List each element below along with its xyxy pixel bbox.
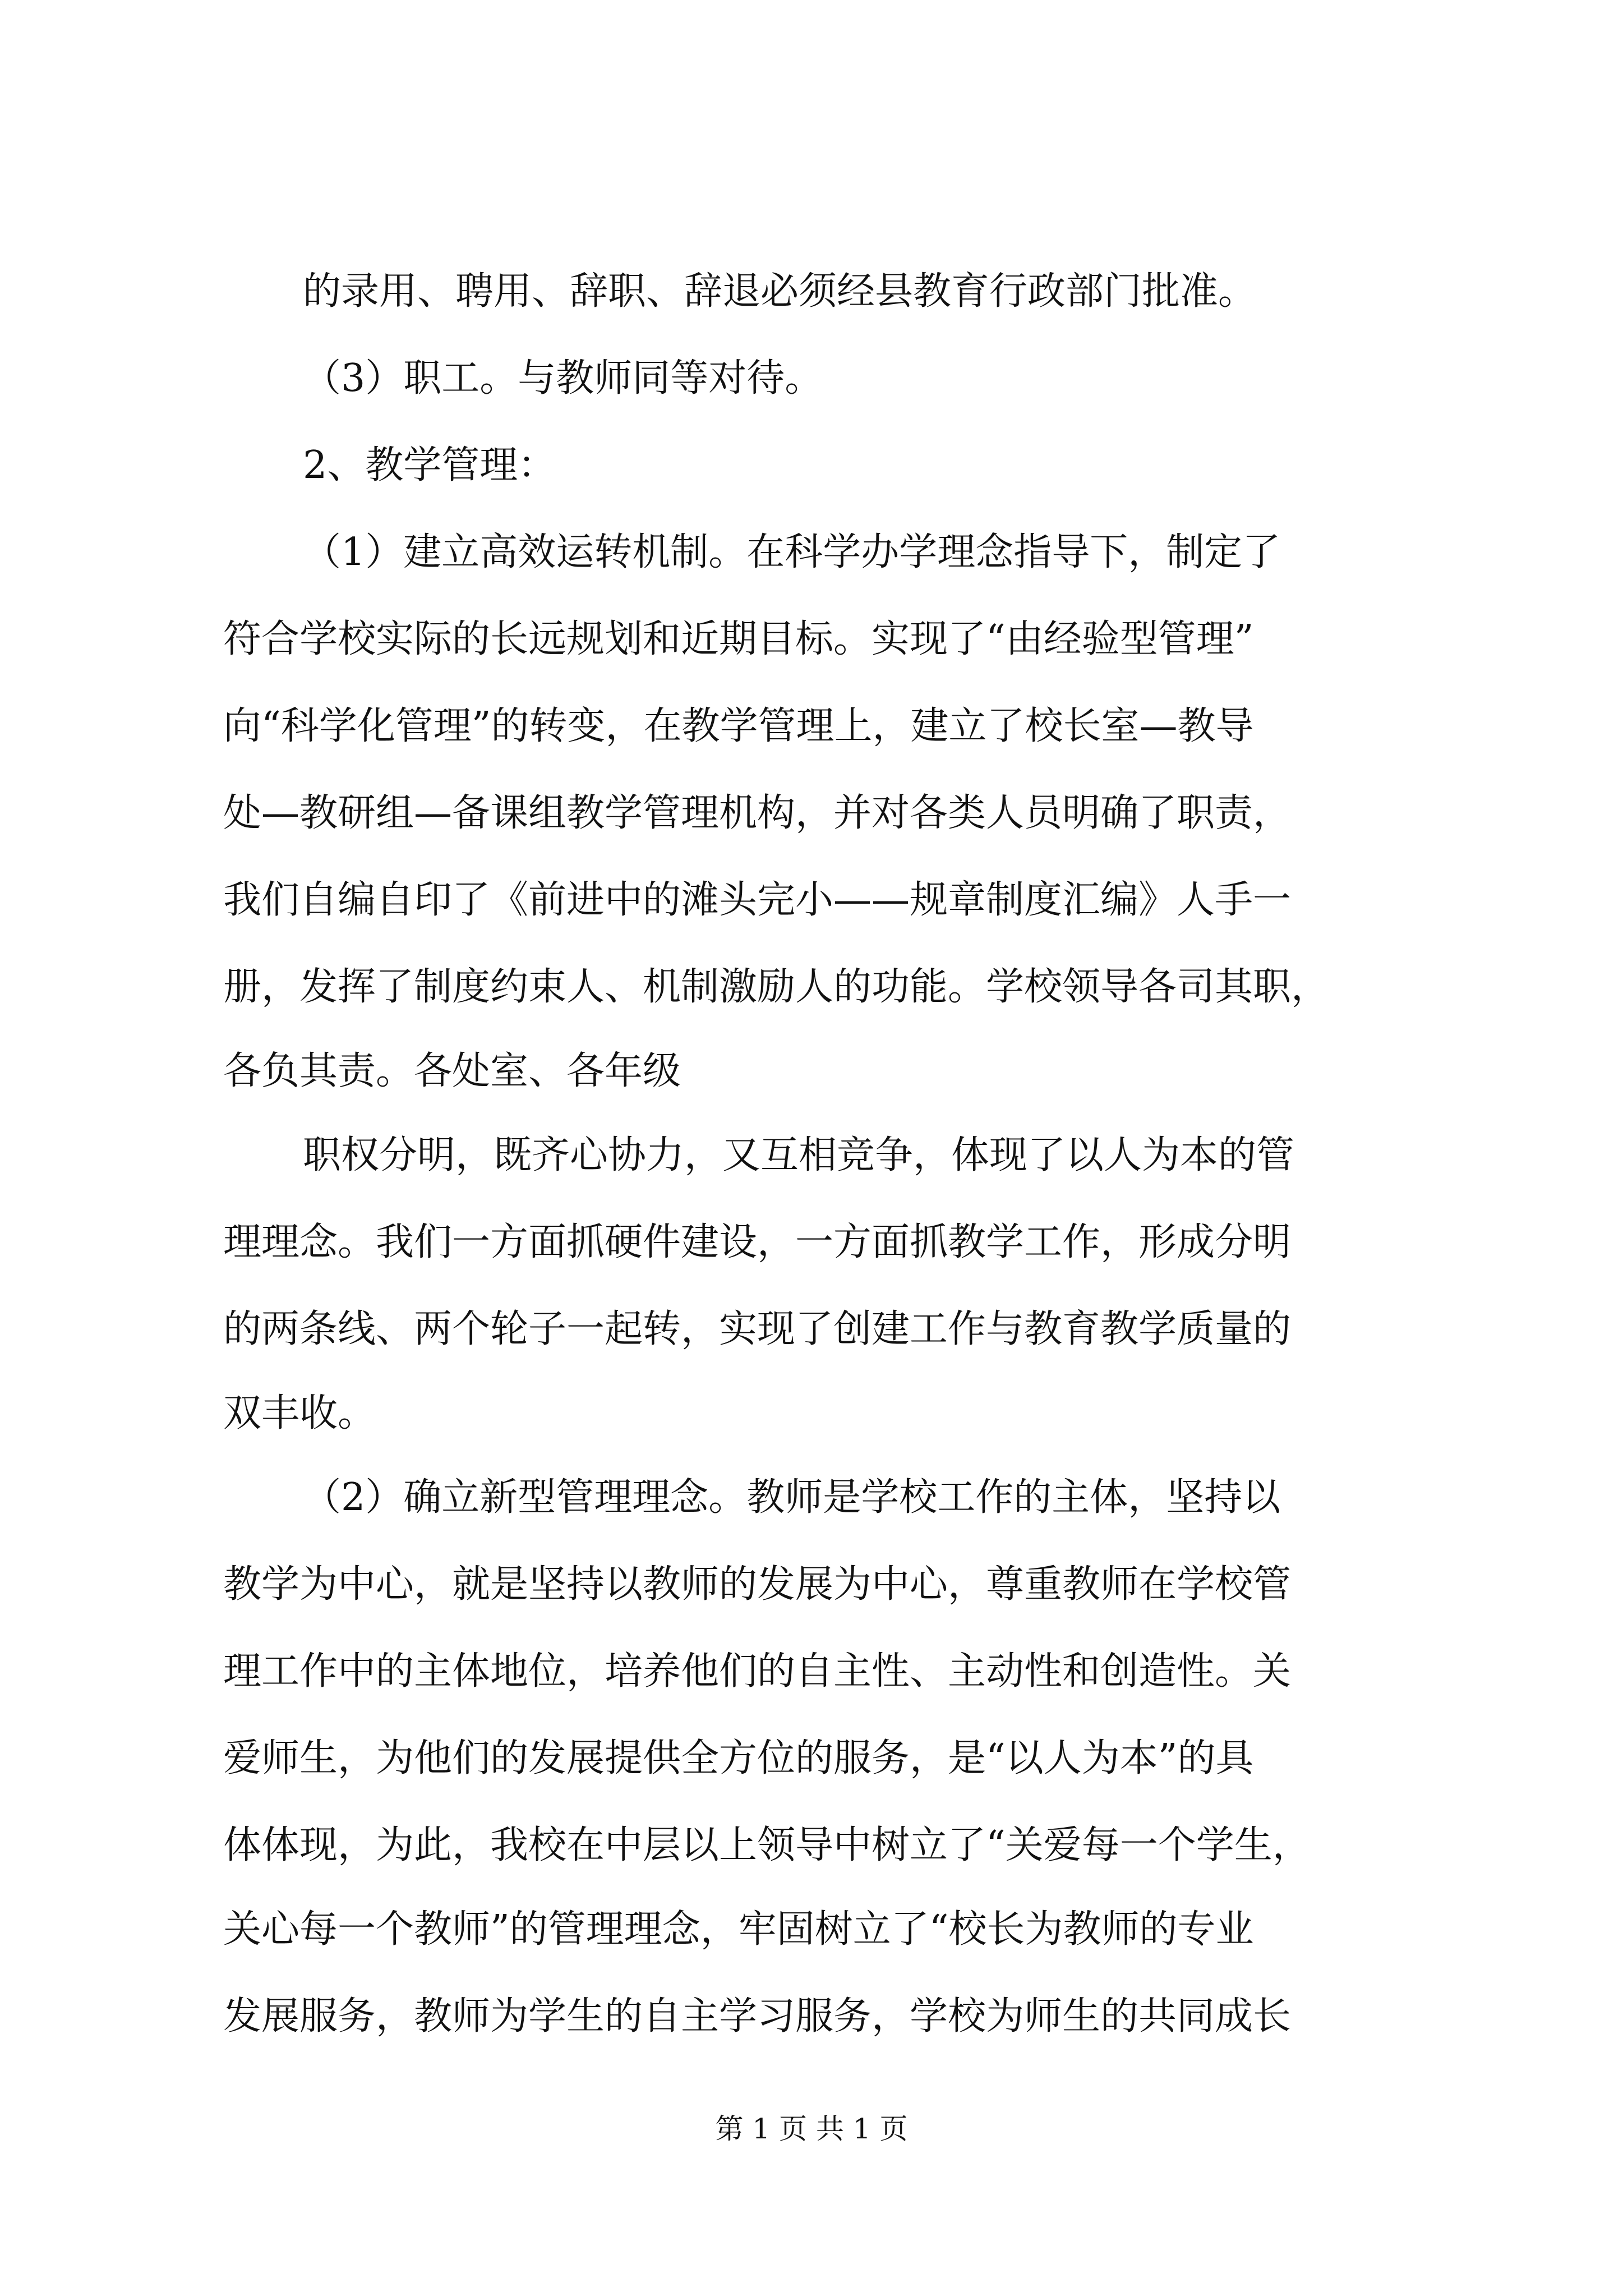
text-line: （3）职工。与教师同等对待。 bbox=[303, 356, 823, 401]
text-line: 体体现，为此，我校在中层以上领导中树立了“关爱每一个学生， bbox=[223, 1823, 1311, 1867]
text-line: 向“科学化管理”的转变，在教学管理上，建立了校长室—教导 bbox=[223, 704, 1254, 748]
text-line: （2）确立新型管理理念。教师是学校工作的主体，坚持以 bbox=[303, 1475, 1281, 1520]
text-line: 我们自编自印了《前进中的滩头完小——规章制度汇编》人手一 bbox=[223, 878, 1292, 922]
text-line: 的录用、聘用、辞职、辞退必须经县教育行政部门批准。 bbox=[303, 269, 1257, 314]
text-line: 职权分明，既齐心协力，又互相竞争，体现了以人为本的管 bbox=[303, 1133, 1295, 1177]
text-line: 处—教研组—备课组教学管理机构，并对各类人员明确了职责， bbox=[223, 791, 1292, 835]
text-line: 发展服务，教师为学生的自主学习服务，学校为师生的共同成长 bbox=[223, 1994, 1292, 2039]
text-line: 爱师生，为他们的发展提供全方位的服务，是“以人为本”的具 bbox=[223, 1736, 1254, 1780]
text-line: 理理念。我们一方面抓硬件建设，一方面抓教学工作，形成分明 bbox=[223, 1220, 1292, 1264]
text-line: 双丰收。 bbox=[223, 1391, 376, 1435]
text-line: 理工作中的主体地位，培养他们的自主性、主动性和创造性。关 bbox=[223, 1649, 1292, 1694]
text-line: 2、教学管理： bbox=[303, 443, 556, 487]
text-line: （1）建立高效运转机制。在科学办学理念指导下，制定了 bbox=[303, 530, 1281, 574]
text-line: 符合学校实际的长远规划和近期目标。实现了“由经验型管理” bbox=[223, 617, 1254, 661]
text-line: 册，发挥了制度约束人、机制激励人的功能。学校领导各司其职， bbox=[223, 965, 1330, 1009]
text-line: 各负其责。各处室、各年级 bbox=[223, 1049, 681, 1093]
text-line: 关心每一个教师”的管理理念，牢固树立了“校长为教师的专业 bbox=[223, 1907, 1254, 1952]
text-line: 的两条线、两个轮子一起转，实现了创建工作与教育教学质量的 bbox=[223, 1307, 1292, 1351]
text-line: 教学为中心，就是坚持以教师的发展为中心，尊重教师在学校管 bbox=[223, 1562, 1292, 1607]
page-footer: 第 1 页 共 1 页 bbox=[715, 2113, 908, 2145]
